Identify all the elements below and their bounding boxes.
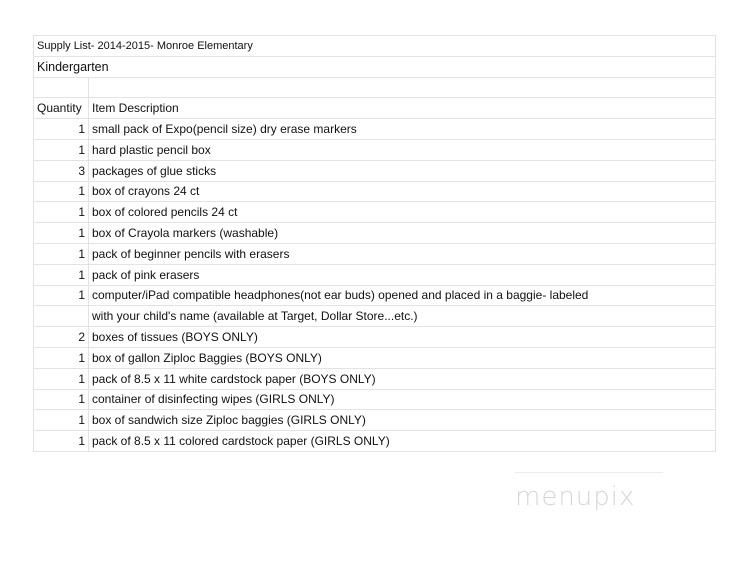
header-row — [34, 98, 716, 119]
item-quantity: 3 — [34, 160, 89, 181]
description-header: Item Description — [89, 98, 716, 119]
item-description: box of Crayola markers (washable) — [89, 223, 716, 244]
table-row — [34, 181, 716, 202]
item-description: box of crayons 24 ct — [89, 181, 716, 202]
item-description: computer/iPad compatible headphones(not ear buds) opened and placed in a baggie- labeled — [89, 285, 716, 306]
supply-list-table — [33, 35, 716, 452]
item-quantity: 1 — [34, 119, 89, 140]
table-row — [34, 139, 716, 160]
table-row — [34, 119, 716, 140]
table-row — [34, 243, 716, 264]
item-quantity: 1 — [34, 223, 89, 244]
table-row — [34, 327, 716, 348]
table-row — [34, 306, 716, 327]
item-quantity: 1 — [34, 139, 89, 160]
item-description: packages of glue sticks — [89, 160, 716, 181]
table-row — [34, 410, 716, 431]
item-description: pack of 8.5 x 11 white cardstock paper (BOYS ONLY) — [89, 368, 716, 389]
blank-cell — [34, 77, 89, 98]
item-description: box of sandwich size Ziploc baggies (GIRLS ONLY) — [89, 410, 716, 431]
item-quantity: 1 — [34, 181, 89, 202]
blank-row — [34, 77, 716, 98]
item-quantity: 1 — [34, 368, 89, 389]
menupix-watermark: menupix — [515, 482, 636, 512]
item-description: with your child's name (available at Target, Dollar Store...etc.) — [89, 306, 716, 327]
item-description: box of gallon Ziploc Baggies (BOYS ONLY) — [89, 347, 716, 368]
item-quantity: 1 — [34, 243, 89, 264]
item-description: boxes of tissues (BOYS ONLY) — [89, 327, 716, 348]
grade-label: Kindergarten — [34, 56, 716, 77]
item-description: pack of 8.5 x 11 colored cardstock paper (GIRLS ONLY) — [89, 431, 716, 452]
table-row — [34, 368, 716, 389]
item-description: pack of beginner pencils with erasers — [89, 243, 716, 264]
table-row — [34, 160, 716, 181]
table-row — [34, 264, 716, 285]
item-description: container of disinfecting wipes (GIRLS ONLY) — [89, 389, 716, 410]
table-row — [34, 285, 716, 306]
item-description: small pack of Expo(pencil size) dry erase markers — [89, 119, 716, 140]
item-description: box of colored pencils 24 ct — [89, 202, 716, 223]
item-description: pack of pink erasers — [89, 264, 716, 285]
table-row — [34, 223, 716, 244]
item-quantity: 1 — [34, 347, 89, 368]
title-row — [34, 36, 716, 57]
item-quantity: 2 — [34, 327, 89, 348]
table-row — [34, 347, 716, 368]
item-quantity: 1 — [34, 264, 89, 285]
table-row — [34, 389, 716, 410]
grade-row — [34, 56, 716, 77]
item-quantity: 1 — [34, 431, 89, 452]
watermark-divider — [515, 472, 663, 473]
item-description: hard plastic pencil box — [89, 139, 716, 160]
item-quantity: 1 — [34, 410, 89, 431]
table-row — [34, 202, 716, 223]
table-row — [34, 431, 716, 452]
document-title: Supply List- 2014-2015- Monroe Elementary — [34, 36, 716, 57]
item-quantity: 1 — [34, 285, 89, 306]
item-quantity — [34, 306, 89, 327]
blank-cell — [89, 77, 716, 98]
quantity-header: Quantity — [34, 98, 89, 119]
item-quantity: 1 — [34, 202, 89, 223]
item-quantity: 1 — [34, 389, 89, 410]
